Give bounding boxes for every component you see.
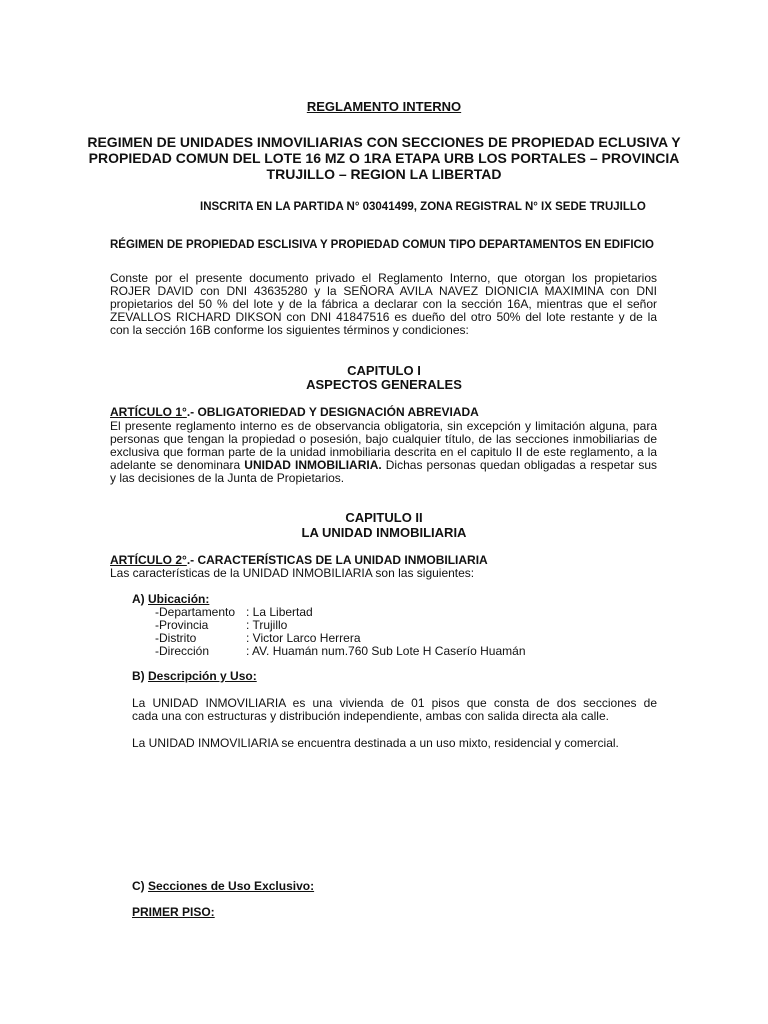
document-page: REGLAMENTO INTERNO REGIMEN DE UNIDADES INMOVILIARIAS CON SECCIONES DE PROPIEDAD ECLUSIVA Y PROPIEDAD COMUN DEL LOTE 16 MZ O 1RA ETAPA URB LOS PORTALES – PROVINCIA TRUJILLO – REGION LA LIBERTAD INSCRITA EN LA PARTIDA N° 03041499, ZONA REGISTRAL N° IX SEDE TRUJILLO RÉGIMEN DE PROPIEDAD ESCLISIVA Y PROPIEDAD COMUN TIPO DEPARTAMENTOS EN EDIFICIO Conste por el presente documento privado el Reglamento Interno, que otorgan los propietarios ROJER DAVID con DNI 43635280 y la SEÑORA AVILA NAVEZ DIONICIA MAXIMINA con DNI propietarios del 50 % del lote y de la fábrica a declarar con la sección 16A, mientras que el señor ZEVALLOS RICHARD DIKSON con DNI 41847516 es dueño del otro 50% del lote restante y de la con la sección 16B conforme los siguientes términos y condiciones: CAPITULO I ASPECTOS GENERALES ARTÍCULO 1°.- OBLIGATORIEDAD Y DESIGNACIÓN ABREVIADA El presente reglamento interno es de observancia obligatoria, sin excepción y limitación alguna, para personas que tengan la propiedad o posesión, bajo cualquier título, de las secciones inmobiliarias de exclusiva que forman parte de la unidad inmobiliaria descrita en el capitulo II de este reglamento, a la adelante se denominara UNIDAD INMOBILIARIA. Dichas personas quedan obligadas a respetar sus y las decisiones de la Junta de Propietarios. CAPITULO II LA UNIDAD INMOBILIARIA ARTÍCULO 2°.- CARACTERÍSTICAS DE LA UNIDAD INMOBILIARIA Las características de la UNIDAD INMOBILIARIA son las siguientes: A) Ubicación: -Departamento : La Libertad -Provincia : Trujillo -Distrito : Victor Larco Herrera -Dirección : AV. Huamán num.760 Sub Lote H Caserío Huamán B) Descripción y Uso: La UNIDAD INMOVILIARIA es una vivienda de 01 pisos que consta de dos secciones de cada una con estructuras y distribución independiente, ambas con salida directa ala calle. La UNIDAD INMOVILIARIA se encuentra destinada a un uso mixto, residencial y comercial. C) Secciones de Uso Exclusivo: PRIMER PISO:	[0, 0, 768, 1024]
regime-line: RÉGIMEN DE PROPIEDAD ESCLISIVA Y PROPIEDAD COMUN TIPO DEPARTAMENTOS EN EDIFICIO	[110, 239, 654, 251]
article1-label: ARTÍCULO 1°	[110, 405, 187, 419]
intro-line: Conste por el presente documento privado el Reglamento Interno, que otorgan los propietarios	[110, 272, 657, 285]
chapter2-title: CAPITULO II	[345, 510, 423, 525]
heading-line-3: TRUJILLO – REGION LA LIBERTAD	[266, 166, 502, 182]
intro-line: propietarios del 50 % del lote y de la fábrica a declarar con la sección 16A, mientras que el señor	[110, 298, 657, 311]
intro-line: ROJER DAVID con DNI 43635280 y la SEÑORA AVILA NAVEZ DIONICIA MAXIMINA con DNI	[110, 285, 657, 298]
intro-line: ZEVALLOS RICHARD DIKSON con DNI 41847516 es dueño del otro 50% del lote restante y de la	[110, 311, 657, 324]
first-floor-heading: PRIMER PISO:	[132, 905, 215, 919]
section-b-heading: B) Descripción y Uso:	[132, 669, 257, 683]
article1-line: El presente reglamento interno es de observancia obligatoria, sin excepción y limitación alguna, para	[110, 420, 657, 433]
section-b-line: cada una con estructuras y distribución independiente, ambas con salida directa ala calle.	[132, 710, 609, 723]
inscription-line: INSCRITA EN LA PARTIDA N° 03041499, ZONA REGISTRAL N° IX SEDE TRUJILLO	[200, 201, 646, 213]
section-b-paragraph-1	[132, 697, 657, 723]
document-title: REGLAMENTO INTERNO	[306, 99, 462, 114]
heading-line-1: REGIMEN DE UNIDADES INMOVILIARIAS CON SECCIONES DE PROPIEDAD ECLUSIVA Y	[87, 134, 681, 150]
article1-paragraph	[110, 420, 657, 485]
section-b-paragraph-2: La UNIDAD INMOVILIARIA se encuentra destinada a un uso mixto, residencial y comercial.	[132, 736, 619, 750]
section-a-heading: A) Ubicación:	[132, 592, 210, 606]
section-b-line: La UNIDAD INMOVILIARIA es una vivienda de 01 pisos que consta de dos secciones de	[132, 697, 657, 710]
article2-heading-text: .- CARACTERÍSTICAS DE LA UNIDAD INMOBILIARIA	[186, 553, 488, 567]
article1-line: y las decisiones de la Junta de Propietarios.	[110, 472, 345, 485]
section-c-heading: C) Secciones de Uso Exclusivo:	[132, 879, 315, 893]
article2-label: ARTÍCULO 2°	[110, 553, 187, 567]
article1-heading-text: .- OBLIGATORIEDAD Y DESIGNACIÓN ABREVIADA	[186, 405, 479, 419]
article1-line: exclusiva que forman parte de la unidad inmobiliaria descrita en el capitulo II de este reglamento, a la	[110, 446, 657, 459]
article2-intro: Las características de la UNIDAD INMOBILIARIA son las siguientes:	[110, 566, 475, 580]
article1-line: personas que tengan la propiedad o posesión, bajo cualquier título, de las secciones inmobiliarias de	[110, 433, 657, 446]
article1-line-4: adelante se denominara UNIDAD INMOBILIARIA. Dichas personas quedan obligadas a respetar sus	[110, 459, 657, 472]
chapter2-subtitle: LA UNIDAD INMOBILIARIA	[301, 525, 467, 540]
chapter1-subtitle: ASPECTOS GENERALES	[306, 377, 462, 392]
chapter1-title: CAPITULO I	[347, 363, 421, 378]
article1-heading	[110, 406, 479, 419]
intro-paragraph	[110, 272, 657, 337]
intro-line: con la sección 16B conforme los siguientes términos y condiciones:	[110, 324, 469, 337]
heading-line-2: PROPIEDAD COMUN DEL LOTE 16 MZ O 1RA ETAPA URB LOS PORTALES – PROVINCIA	[88, 150, 680, 166]
